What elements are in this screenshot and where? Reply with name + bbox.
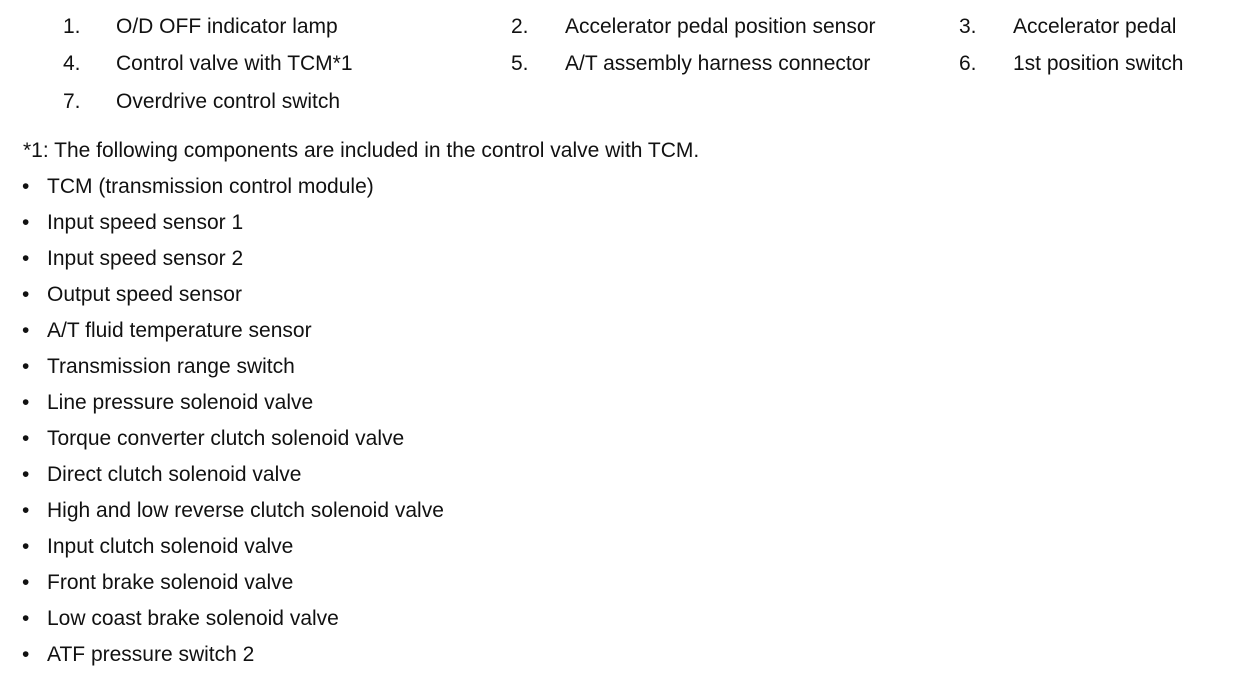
component-label: Output speed sensor xyxy=(47,283,242,306)
legend-label: Accelerator pedal xyxy=(1013,15,1177,38)
legend-number: 1. xyxy=(63,15,81,38)
bullet-icon: • xyxy=(22,283,30,306)
bullet-icon: • xyxy=(22,463,30,486)
bullet-icon: • xyxy=(22,319,30,342)
component-label: Transmission range switch xyxy=(47,355,295,378)
component-label: A/T fluid temperature sensor xyxy=(47,319,312,342)
legend-number: 2. xyxy=(511,15,529,38)
legend-number: 5. xyxy=(511,52,529,75)
bullet-icon: • xyxy=(22,391,30,414)
legend-label: Accelerator pedal position sensor xyxy=(565,15,876,38)
bullet-icon: • xyxy=(22,211,30,234)
bullet-icon: • xyxy=(22,175,30,198)
component-label: Torque converter clutch solenoid valve xyxy=(47,427,405,450)
component-label: TCM (transmission control module) xyxy=(47,175,374,198)
legend-label: O/D OFF indicator lamp xyxy=(116,15,338,38)
bullet-icon: • xyxy=(22,571,30,594)
component-label: High and low reverse clutch solenoid valve xyxy=(47,499,444,522)
legend-label: 1st position switch xyxy=(1013,52,1184,75)
component-label: ATF pressure switch 2 xyxy=(47,643,255,666)
bullet-icon: • xyxy=(22,535,30,558)
component-label: Front brake solenoid valve xyxy=(47,571,294,594)
legend-number: 6. xyxy=(959,52,977,75)
component-label: Input speed sensor 2 xyxy=(47,247,244,270)
legend-number: 3. xyxy=(959,15,977,38)
bullet-icon: • xyxy=(22,643,30,666)
bullet-icon: • xyxy=(22,607,30,630)
legend-number: 7. xyxy=(63,90,81,113)
bullet-icon: • xyxy=(22,499,30,522)
component-label: Direct clutch solenoid valve xyxy=(47,463,302,486)
bullet-icon: • xyxy=(22,427,30,450)
component-label: Input speed sensor 1 xyxy=(47,211,244,234)
component-label: Low coast brake solenoid valve xyxy=(47,607,339,630)
footnote: *1: The following components are included in the control valve with TCM. xyxy=(23,139,700,162)
bullet-icon: • xyxy=(22,355,30,378)
component-label: Line pressure solenoid valve xyxy=(47,391,314,414)
bullet-icon: • xyxy=(22,247,30,270)
legend-label: Overdrive control switch xyxy=(116,90,341,113)
legend-label: Control valve with TCM*1 xyxy=(116,52,353,75)
component-label: Input clutch solenoid valve xyxy=(47,535,294,558)
legend-label: A/T assembly harness connector xyxy=(565,52,871,75)
legend-number: 4. xyxy=(63,52,81,75)
